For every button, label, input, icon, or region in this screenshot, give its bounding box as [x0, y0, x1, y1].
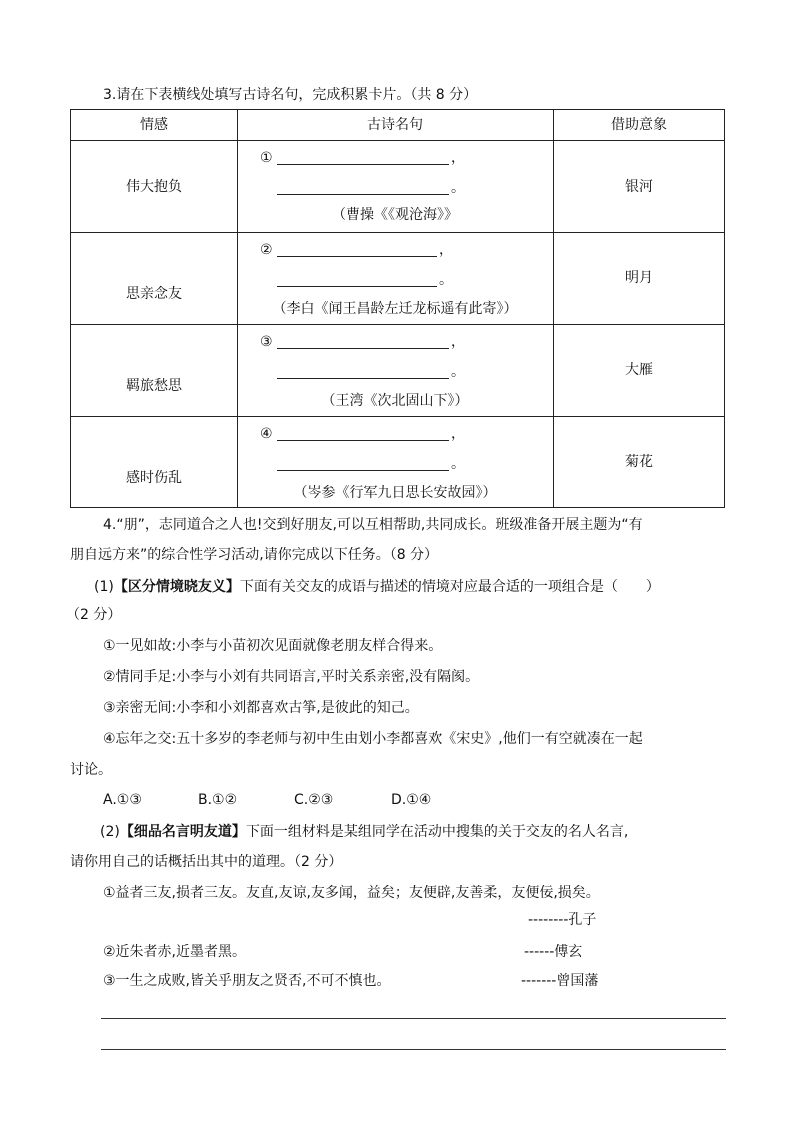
part-title: 【细品名言明友道】 [119, 824, 246, 840]
option-d[interactable]: D.①④ [391, 792, 432, 808]
answer-blank[interactable] [277, 256, 437, 257]
poem-source: （王湾《次北固山下》） [321, 393, 469, 409]
idiom-item-continued: 讨论。 [70, 762, 112, 778]
answer-blank[interactable] [277, 164, 449, 165]
comma: ， [451, 150, 465, 166]
option-b[interactable]: B.①② [198, 792, 238, 808]
poem-card-table [70, 109, 725, 508]
emotion-cell: 感时伤乱 [126, 470, 182, 486]
period: 。 [451, 180, 465, 196]
comma: ， [439, 242, 453, 258]
q4-part1-score: （2 分） [66, 607, 122, 623]
emotion-cell: 伟大抱负 [126, 179, 182, 195]
answer-line[interactable] [101, 1049, 726, 1050]
comma: ， [451, 334, 465, 350]
part-number: (2) [100, 824, 120, 840]
part-number: (1) [94, 579, 114, 595]
quote-3-author: -------曾国藩 [521, 973, 599, 989]
quote-2: ②近朱者赤,近墨者黑。 [103, 944, 247, 960]
part-title: 【区分情境晓友义】 [113, 579, 240, 595]
answer-blank[interactable] [277, 348, 449, 349]
part-text: 下面一组材料是某组同学在活动中搜集的关于交友的名人名言, [245, 824, 629, 840]
header-emotion: 情感 [140, 117, 168, 133]
option-c[interactable]: C.②③ [294, 792, 334, 808]
q4-part1-heading [94, 577, 660, 597]
period: 。 [451, 364, 465, 380]
imagery-cell: 明月 [625, 270, 653, 286]
q3-title: 3.请在下表横线处填写古诗名句，完成积累卡片。（共 8 分） [103, 87, 478, 103]
answer-blank[interactable] [277, 378, 449, 379]
poem-source: （李白《闻王昌龄左迁龙标遥有此寄》） [272, 301, 518, 317]
quote-3: ③一生之成败,皆关乎朋友之贤否,不可不慎也。 [103, 973, 391, 989]
imagery-cell: 大雁 [625, 362, 653, 378]
blank-number: ④ [260, 426, 273, 442]
answer-blank[interactable] [277, 286, 437, 287]
idiom-item: ①一见如故:小李与小苗初次见面就像老朋友样合得来。 [103, 638, 443, 654]
idiom-item: ②情同手足:小李与小刘有共同语言,平时关系亲密,没有隔阂。 [103, 669, 480, 685]
imagery-cell: 菊花 [625, 454, 653, 470]
answer-line[interactable] [101, 1018, 726, 1019]
blank-number: ② [260, 242, 273, 258]
poem-source: （曹操《《观沧海》》 [332, 207, 458, 223]
answer-blank[interactable] [277, 470, 449, 471]
answer-blank[interactable] [277, 194, 449, 195]
blank-number: ① [260, 150, 273, 166]
q4-part2-heading [100, 822, 628, 842]
imagery-cell: 银河 [625, 179, 653, 195]
emotion-cell: 思亲念友 [126, 286, 182, 302]
q4-part2-line2: 请你用自己的话概括出其中的道理。（2 分） [70, 854, 343, 870]
q4-intro-line1: 4.“朋”，志同道合之人也!交到好朋友,可以互相帮助,共同成长。班级准备开展主题为“有 [103, 517, 643, 533]
period: 。 [439, 272, 453, 288]
q4-intro-line2: 朋自远方来”的综合性学习活动,请你完成以下任务。（8 分） [70, 547, 439, 563]
quote-2-author: ------傅玄 [524, 944, 583, 960]
idiom-item: ④忘年之交:五十多岁的李老师与初中生由划小李都喜欢《宋史》,他们一有空就凑在一起 [103, 731, 643, 747]
comma: ， [451, 426, 465, 442]
blank-number: ③ [260, 334, 273, 350]
option-a[interactable]: A.①③ [103, 792, 142, 808]
answer-blank[interactable] [277, 440, 449, 441]
header-imagery: 借助意象 [611, 117, 667, 133]
idiom-item: ③亲密无间:小李和小刘都喜欢古筝,是彼此的知己。 [103, 700, 419, 716]
period: 。 [451, 456, 465, 472]
quote-1-author: --------孔子 [528, 912, 597, 928]
emotion-cell: 羁旅愁思 [126, 378, 182, 394]
header-poem: 古诗名句 [367, 117, 423, 133]
quote-1: ①益者三友,损者三友。友直,友谅,友多闻，益矣；友便辟,友善柔，友便佞,损矣。 [103, 885, 600, 901]
poem-source: （岑参《行军九日思长安故园》） [293, 485, 497, 501]
part-text: 下面有关交友的成语与描述的情境对应最合适的一项组合是（ ） [239, 579, 660, 595]
